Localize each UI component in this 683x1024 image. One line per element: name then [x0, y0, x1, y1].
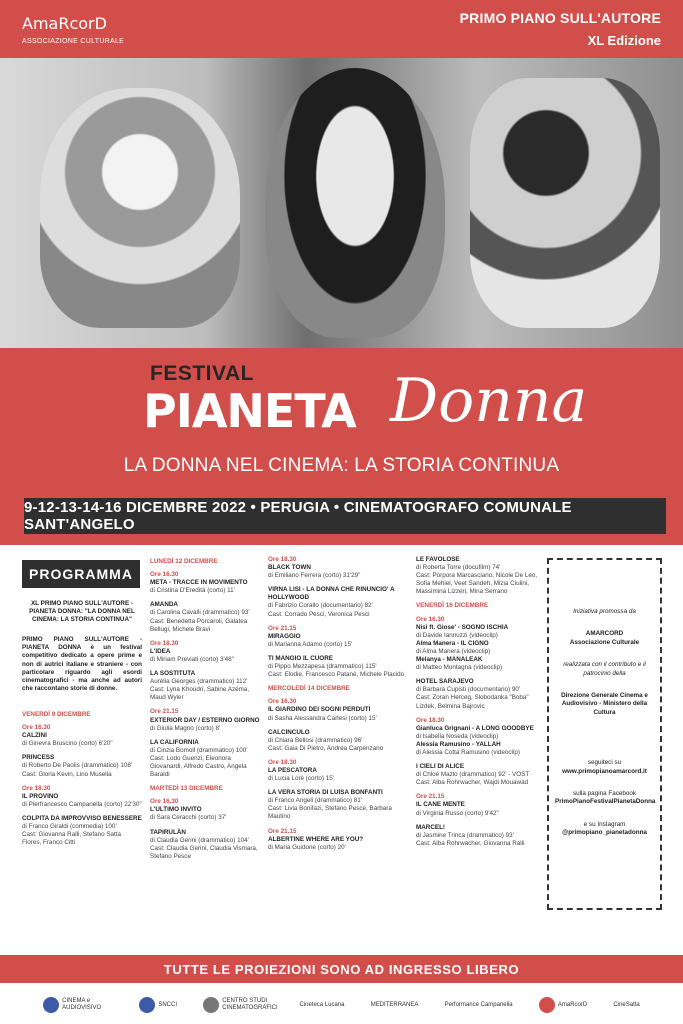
festival-subtitle: LA DONNA NEL CINEMA: LA STORIA CONTINUA: [123, 455, 560, 476]
day-heading: VENERDÌ 16 DICEMBRE: [416, 602, 489, 610]
sponsor-logo: CENTRO STUDI CINEMATOGRAFICI: [203, 997, 273, 1013]
logo-mark-icon: [139, 997, 155, 1013]
photo-center-portrait: [265, 68, 445, 338]
column-4: [416, 556, 538, 854]
list-item: TAPIRULÀN di Claudia Gerini (drammatico) 104' Cast: Claudia Gerini, Claudia Vismara, Stefano Pesce: [150, 828, 258, 860]
list-item: LA VERA STORIA DI LUISA BONFANTI di Franco Angeli (drammatico) 81' Cast: Livia Bonifazi, Stefano Pesce, Barbara Mautino: [268, 789, 392, 821]
list-item: HOTEL SARAJEVO di Barbara Cupisti (documentario) 90' Cast: Zoran Herceg, Slobodanka "Boba" Lizdek, Belmina Bajrovic: [416, 678, 529, 710]
list-item: Ore 18.30 LA PESCATORA di Lucia Lorè (corto) 15': [268, 758, 334, 783]
sponsor-logo: AmaRcorD: [539, 997, 587, 1013]
sponsor-logo: CineSatta: [613, 1001, 640, 1008]
list-item: AMANDA di Carolina Cavalli (drammatico) 93' Cast: Benedetta Porcaroli, Galatea Bellugi, Michele Bravi: [150, 601, 250, 633]
programma-description: PRIMO PIANO SULL'AUTORE - PIANETA DONNA è un festival competitivo dedicato a opere prime e non di autrici italiane e straniere - con particolare riguardo agli esordi cinematografici - ma anche ad autori che raccontano storie di donne.: [22, 636, 142, 692]
day-heading: VENERDÌ 9 DICEMBRE: [22, 710, 91, 718]
column-1: [22, 600, 142, 853]
list-item: LE FAVOLOSE di Roberta Torre (docufilm) 74' Cast: Porpora Marcasciano, Nicole De Leo, Sofia Mehiel, Veet Sandeh, Mizia Ciulini, Massimina Lizzeri, Mina Serrano: [416, 556, 538, 596]
free-entry-banner: TUTTE LE PROIEZIONI SONO AD INGRESSO LIBERO: [0, 955, 683, 983]
list-item: MARCEL! di Jasmine Trinca (drammatico) 93' Cast: Alba Rohrwacher, Giovanna Ralli: [416, 823, 525, 847]
sponsor-logos: [0, 988, 683, 1022]
date-venue-bar: 9-12-13-14-16 DICEMBRE 2022 • PERUGIA • CINEMATOGRAFO COMUNALE SANT'ANGELO: [24, 498, 666, 534]
list-item: Ore 18.30 BLACK TOWN di Emiliano Ferrera (corto) 31'29": [268, 556, 361, 580]
sponsor-logo: Performance Campanella: [444, 1001, 513, 1008]
sponsor-logo: SNCCI: [139, 997, 177, 1013]
list-item: Ore 18.30 L'IDEA di Miriam Previati (corto) 3'48": [150, 639, 234, 663]
brand-logo: AmaRcorD: [22, 14, 107, 33]
column-3: [268, 556, 410, 858]
list-item: LA SOSTITUTA Aurélia Georges (drammatico) 112' Cast: Lyna Khoudri, Sabine Azéma, Maud Wyler: [150, 670, 250, 702]
info-box: Iniziativa promossa da AMARCORD Associazione Culturale realizzata con il contributo e il patrocinio della Direzione Generale Cinema e Audiovisivo - Ministero della Cultura seguiteci su www.primopianoamarcord.it sulla pagina Facebook PrimoPianoFestivalPianetaDonna e su Instagram @primopiano_pianetadonna: [547, 558, 662, 910]
brand-subtitle: ASSOCIAZIONE CULTURALE: [22, 38, 125, 45]
list-item: Ore 21.15 MIRAGGIO di Marianna Adamo (corto) 15': [268, 624, 353, 648]
edition-label: XL Edizione: [587, 33, 661, 48]
day-heading: LUNEDÌ 12 DICEMBRE: [150, 558, 218, 565]
logo-mark-icon: [203, 997, 219, 1013]
logo-mark-icon: [539, 997, 555, 1013]
festival-label: FESTIVAL: [150, 362, 254, 385]
list-item: Ore 16.30 META - TRACCE IN MOVIMENTO di Cristina D'Eredità (corto) 11': [150, 571, 248, 595]
list-item: Ore 16.30 CALZINI di Ginevra Bruscino (corto) 6'20": [22, 724, 113, 748]
list-item: PRINCESS di Roberto De Paolis (drammatico) 108' Cast: Gloria Kevin, Lino Musella: [22, 754, 133, 778]
day-heading: MARTEDÌ 13 DICEMBRE: [150, 785, 223, 793]
list-item: Ore 18.30 Gianluca Grignani - A LONG GOODBYE di Isabella Noseda (videoclip) Alessia Ramusino - YALLAH di Alessia Cotta Ramusino (videoclip): [416, 716, 534, 756]
logo-mark-icon: [43, 997, 59, 1013]
list-item: I CIELI DI ALICE di Chloé Mazlo (drammatico) 92' - VOST Cast: Alba Rohrwacher, Wajdi Mouawad: [416, 763, 530, 787]
photo-left-figure: [40, 88, 240, 328]
pianeta-title: PIANETA: [143, 384, 356, 438]
programma-label: PROGRAMMA: [22, 560, 140, 588]
programma-intro: XL PRIMO PIANO SULL'AUTORE - PIANETA DONNA: "LA DONNA NEL CINEMA: LA STORIA CONTINUA": [29, 600, 135, 624]
event-title: PRIMO PIANO SULL'AUTORE: [459, 10, 661, 26]
sponsor-logo: Cineteca Lucana: [299, 1001, 345, 1008]
sponsor-logo: MEDITERRANEA: [370, 1001, 419, 1008]
column-2: [150, 556, 262, 867]
hero-photo: [0, 58, 683, 348]
list-item: Ore 16.30 IL GIARDINO DEI SOGNI PERDUTI di Sasha Alessandra Carlesi (corto) 15': [268, 698, 377, 722]
list-item: COLPITA DA IMPROVVISO BENESSERE di Franco Giraldi (commedia) 100' Cast: Giovanna Ralli, Stefano Satta Flores, Franco Citti: [22, 814, 142, 847]
facebook-link[interactable]: PrimoPianoFestivalPianetaDonna: [555, 798, 656, 806]
website-link[interactable]: www.primopianoamarcord.it: [562, 767, 647, 775]
donna-title: Donna: [390, 366, 588, 436]
list-item: LA CALIFORNIA di Cinzia Bomoll (drammatico) 100' Cast: Lodo Guenzi, Eleonora Giovanardi, Alfredo Castro, Angela Baraldi: [150, 738, 248, 779]
list-item: Ore 18.30 IL PROVINO di Pierfrancesco Campanella (corto) 22'30": [22, 784, 142, 808]
photo-right-scene: [470, 78, 660, 328]
list-item: TI MANGIO IL CUORE di Pippo Mezzapesa (drammatico) 115' Cast: Elodie, Francesco Patanè, Michele Placido: [268, 654, 405, 679]
instagram-link[interactable]: @primopiano_pianetadonna: [562, 829, 647, 837]
sponsor-logo: CINEMA e AUDIOVISIVO: [43, 997, 113, 1013]
list-item: Ore 21.15 EXTERIOR DAY / ESTERNO GIORNO di Giulia Magno (corto) 8': [150, 708, 260, 732]
list-item: Ore 21.15 IL CANE MENTE di Virginia Russo (corto) 9'42": [416, 793, 499, 817]
list-item: CALCINCULO di Chiara Bellosi (drammatico) 96' Cast: Gaia Di Pietro, Andrea Carpenzano: [268, 728, 384, 752]
header: [0, 0, 683, 60]
list-item: Ore 16.30 Nisi ft. Giose' - SOGNO ISCHIA di Davide Iannuzzi (videoclip) Alma Manera - IL CIGNO di Alma Manera (videoclip) Melanya - MANALEAK di Matteo Montagna (videoclip): [416, 615, 509, 672]
list-item: VIRNA LISI - LA DONNA CHE RINUNCIO' A HOLLYWOOD di Fabrizio Corallo (documentario) 82' Cast: Corrado Pesci, Veronica Pesci: [268, 586, 395, 618]
list-item: Ore 16.30 L'ULTIMO INVITO di Sara Ceracchi (corto) 37': [150, 798, 227, 822]
day-heading: MERCOLEDÌ 14 DICEMBRE: [268, 685, 350, 693]
list-item: Ore 21.15 ALBERTINE WHERE ARE YOU? di Maria Guidone (corto) 20': [268, 827, 364, 851]
